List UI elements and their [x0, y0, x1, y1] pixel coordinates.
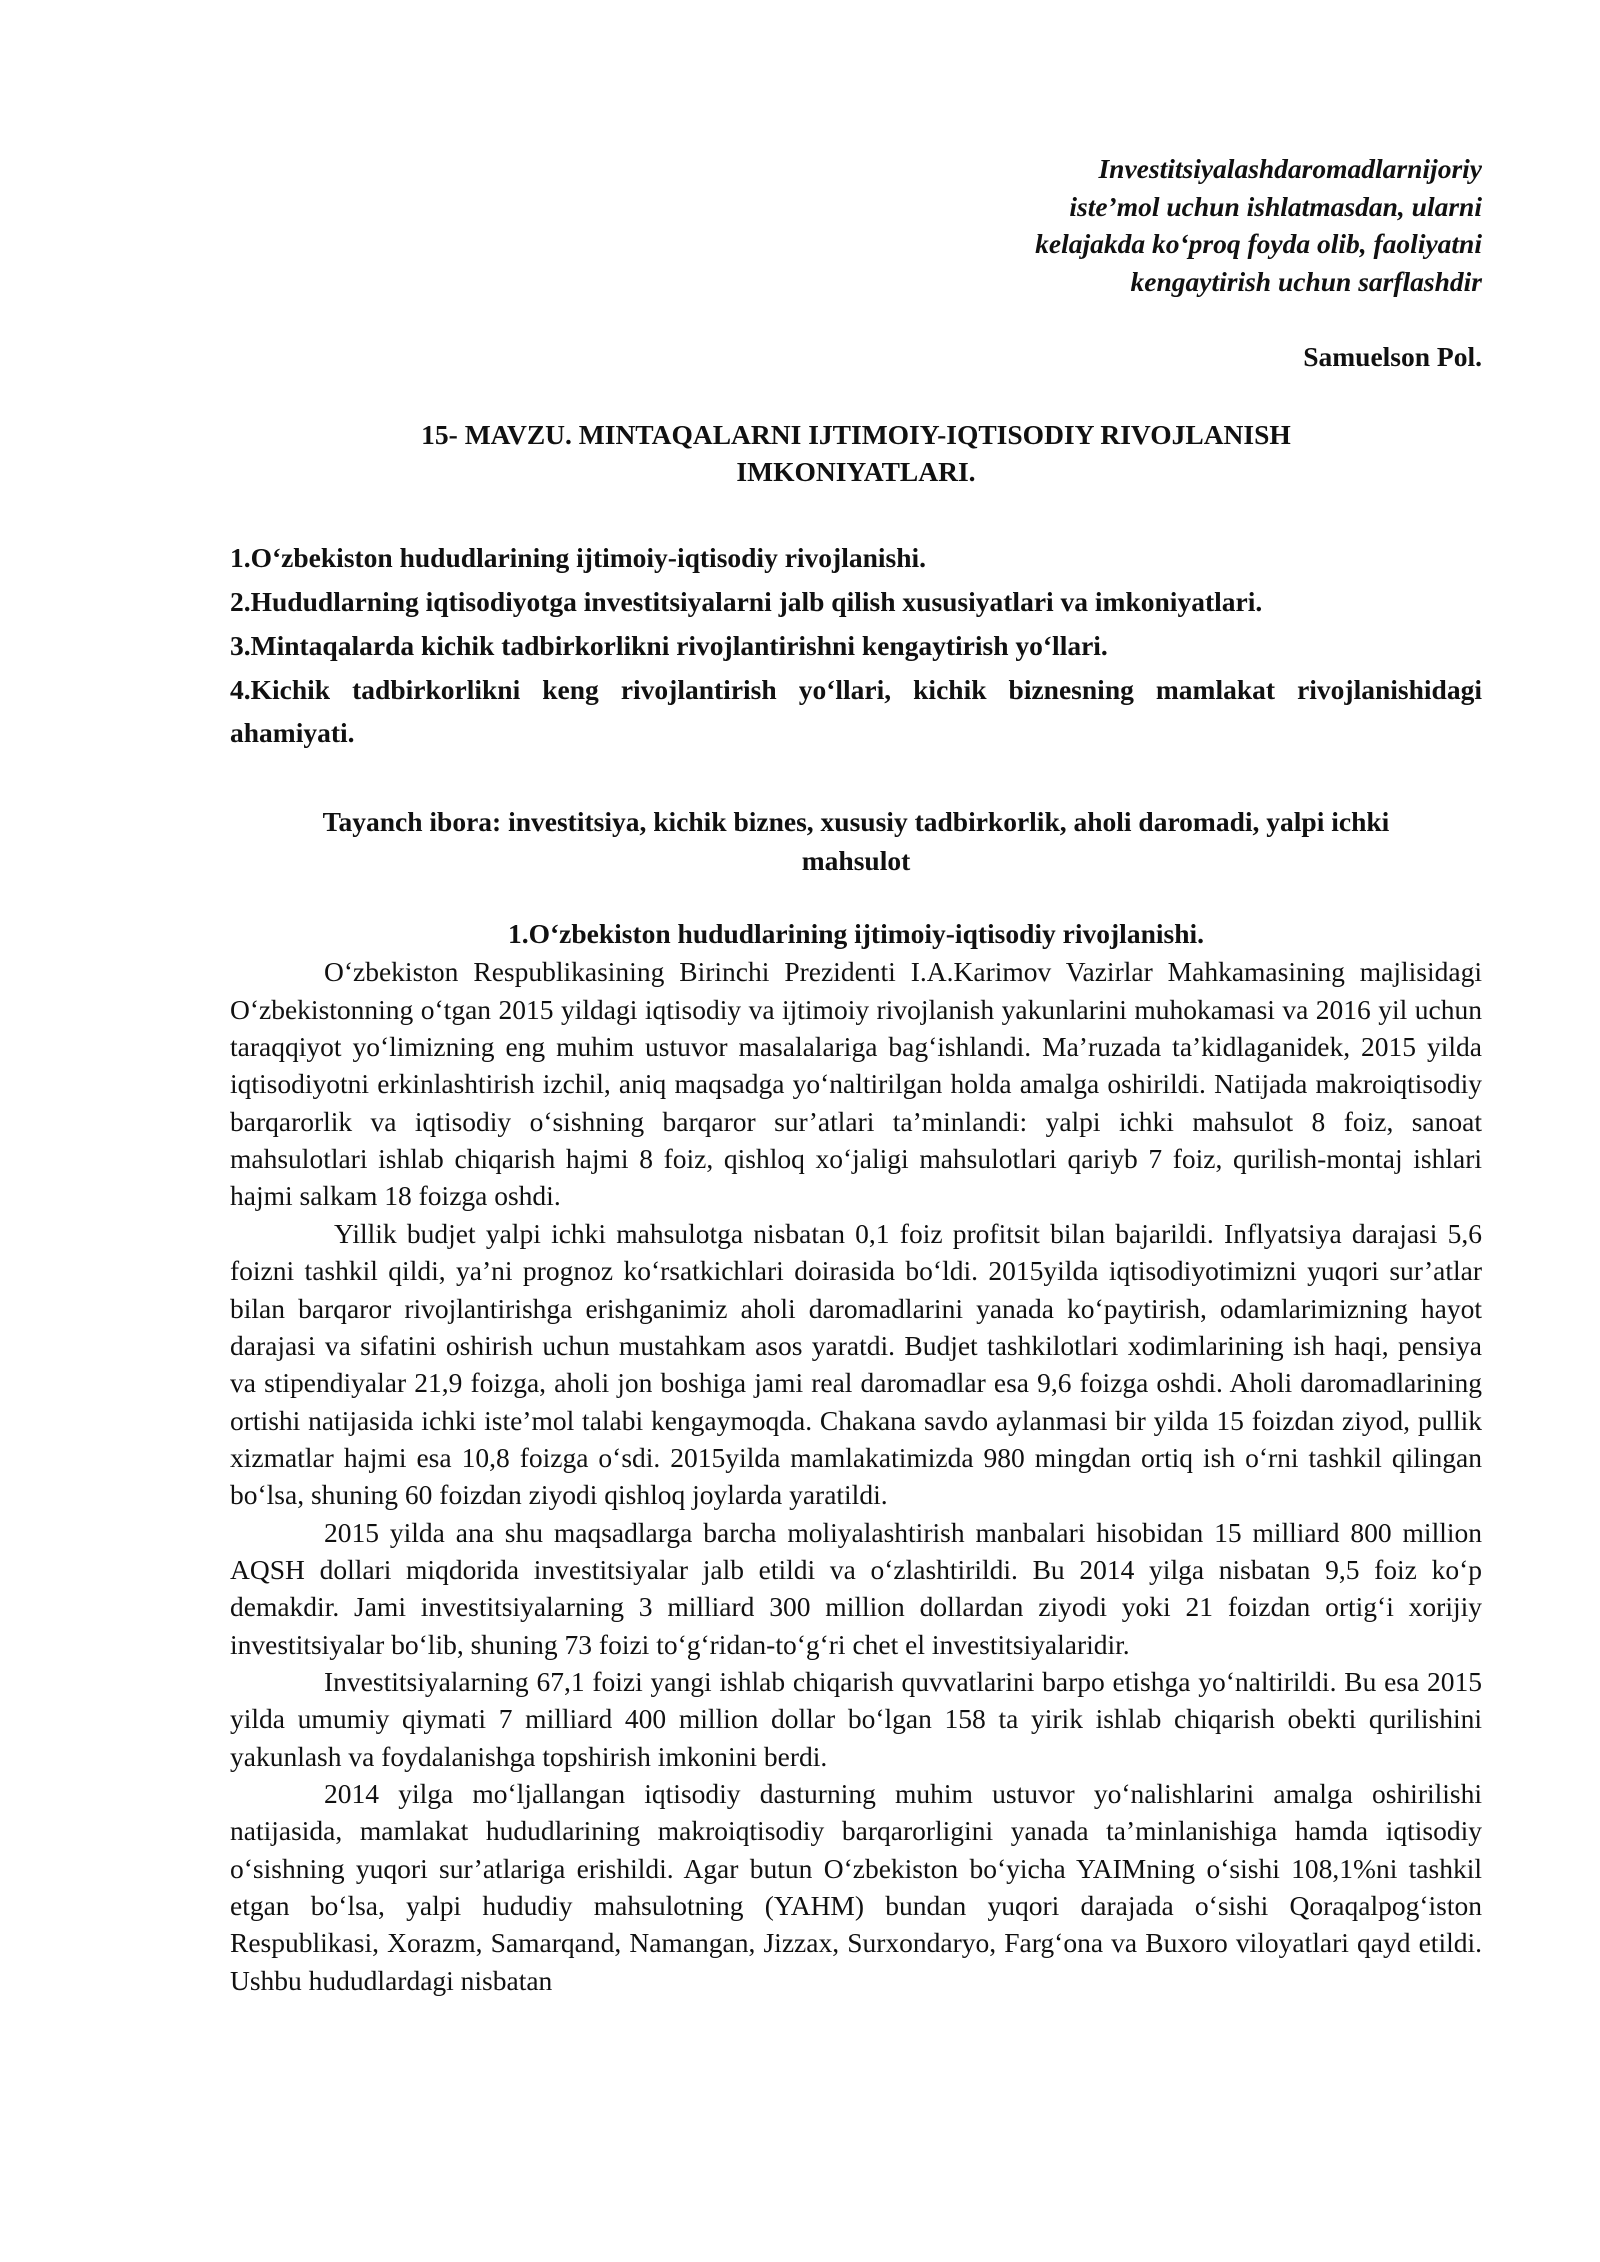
- epigraph-line: kengaytirish uchun sarflashdir: [1130, 265, 1482, 297]
- section-title: 1.O‘zbekiston hududlarining ijtimoiy-iqtisodiy rivojlanishi.: [507, 918, 1205, 950]
- topic-title-line: 15- MAVZU. MINTAQALARNI IJTIMOIY-IQTISODIY RIVOJLANISH: [421, 419, 1291, 451]
- lesson-plan: [230, 536, 1482, 754]
- topic-title-line: IMKONIYATLARI.: [736, 456, 976, 488]
- body-paragraph: 2015 yilda ana shu maqsadlarga barcha moliyalashtirish manbalari hisobidan 15 milliard 800 million AQSH dollari miqdorida investitsiyalar jalb etildi va o‘zlashtirildi. Bu 2014 yilga nisbatan 9,5 foiz ko‘p demakdir. Jami investitsiyalarning 3 milliard 300 million dollardan ziyodi yoki 21 foizdan ortig‘i xorijiy investitsiyalar bo‘lib, shuning 73 foizi to‘g‘ridan-to‘g‘ri chet el investitsiyalaridir.: [230, 1516, 1482, 1660]
- plan-item: 1.O‘zbekiston hududlarining ijtimoiy-iqtisodiy rivojlanishi.: [230, 542, 927, 574]
- epigraph-author: Samuelson Pol.: [1303, 341, 1482, 372]
- plan-item: 4.Kichik tadbirkorlikni keng rivojlantirish yo‘llari, kichik biznesning mamlakat rivojlanishidagi ahamiyati.: [230, 674, 1482, 749]
- key-terms-line: Tayanch ibora: investitsiya, kichik biznes, xususiy tadbirkorlik, aholi daromadi, yalpi ichki: [322, 806, 1390, 838]
- epigraph-line: iste’mol uchun ishlatmasdan, ularni: [1069, 190, 1482, 222]
- epigraph-line: kelajakda ko‘proq foyda olib, faoliyatni: [1035, 228, 1482, 259]
- body-paragraph: Investitsiyalarning 67,1 foizi yangi ishlab chiqarish quvvatlarini barpo etishga yo‘naltirildi. Bu esa 2015 yilda umumiy qiymati 7 milliard 400 million dollar bo‘lgan 158 ta yirik ishlab chiqarish obekti qurilishini yakunlash va foydalanishga topshirish imkonini berdi.: [230, 1665, 1482, 1772]
- plan-item: 2.Hududlarning iqtisodiyotga investitsiyalarni jalb qilish xususiyatlari va imkoniyatlari.: [230, 586, 1263, 618]
- topic-title: [230, 416, 1482, 490]
- epigraph: [230, 150, 1482, 300]
- epigraph-line: Investitsiyalashdaromadlarnijoriy: [1098, 153, 1482, 184]
- body-paragraph: O‘zbekiston Respublikasining Birinchi Prezidenti I.A.Karimov Vazirlar Mahkamasining majlisidagi O‘zbekistonning o‘tgan 2015 yildagi iqtisodiy va ijtimoiy rivojlanish yakunlarini muhokamasi va 2016 yil uchun taraqqiyot yo‘limizning eng muhim ustuvor masalalariga bag‘ishlandi. Ma’ruzada ta’kidlaganidek, 2015 yilda iqtisodiyotni erkinlashtirish izchil, aniq maqsadga yo‘naltirilgan holda amalga oshirildi. Natijada makroiqtisodiy barqarorlik va iqtisodiy o‘sishning barqaror sur’atlari ta’minlandi: yalpi ichki mahsulot 8 foiz, sanoat mahsulotlari ishlab chiqarish hajmi 8 foiz, qishloq xo‘jaligi mahsulotlari qariyb 7 foiz, qurilish-montaj ishlari hajmi salkam 18 foizga oshdi.: [230, 956, 1482, 1212]
- key-terms: [230, 802, 1482, 880]
- body-paragraph: Yillik budjet yalpi ichki mahsulotga nisbatan 0,1 foiz profitsit bilan bajarildi. Inflyatsiya darajasi 5,6 foizni tashkil qildi, ya’ni prognoz ko‘rsatkichlari doirasida bo‘ldi. 2015yilda iqtisodiyotimizni yuqori sur’atlar bilan barqaror rivojlantirishga erishganimiz aholi daromadlarini yanada ko‘paytirish, odamlarimizning hayot darajasi va sifatini oshirish uchun mustahkam asos yaratdi. Budjet tashkilotlari xodimlarining ish haqi, pensiya va stipendiyalar 21,9 foizga, aholi jon boshiga jami real daromadlar esa 9,6 foizga oshdi. Aholi daromadlarining ortishi natijasida ichki iste’mol talabi kengaymoqda. Chakana savdo aylanmasi bir yilda 15 foizdan ziyod, pullik xizmatlar hajmi esa 10,8 foizga o‘sdi. 2015yilda mamlakatimizda 980 mingdan ortiq ish o‘rni tashkil qilingan bo‘lsa, shuning 60 foizdan ziyodi qishloq joylarda yaratildi.: [230, 1217, 1482, 1511]
- key-terms-line: mahsulot: [801, 845, 911, 877]
- plan-item: 3.Mintaqalarda kichik tadbirkorlikni rivojlantirishni kengaytirish yo‘llari.: [230, 630, 1108, 662]
- body-paragraph: 2014 yilga mo‘ljallangan iqtisodiy dasturning muhim ustuvor yo‘nalishlarini amalga oshirilishi natijasida, mamlakat hududlarining makroiqtisodiy barqarorligini yanada ta’minlanishiga hamda iqtisodiy o‘sishning yuqori sur’atlariga erishildi. Agar butun O‘zbekiston bo‘yicha YAIMning o‘sishi 108,1%ni tashkil etgan bo‘lsa, yalpi hududiy mahsulotning (YAHM) bundan yuqori darajada o‘sishi Qoraqalpog‘iston Respublikasi, Xorazm, Samarqand, Namangan, Jizzax, Surxondaryo, Farg‘ona va Buxoro viloyatlari qayd etildi. Ushbu hududlardagi nisbatan: [230, 1777, 1482, 1996]
